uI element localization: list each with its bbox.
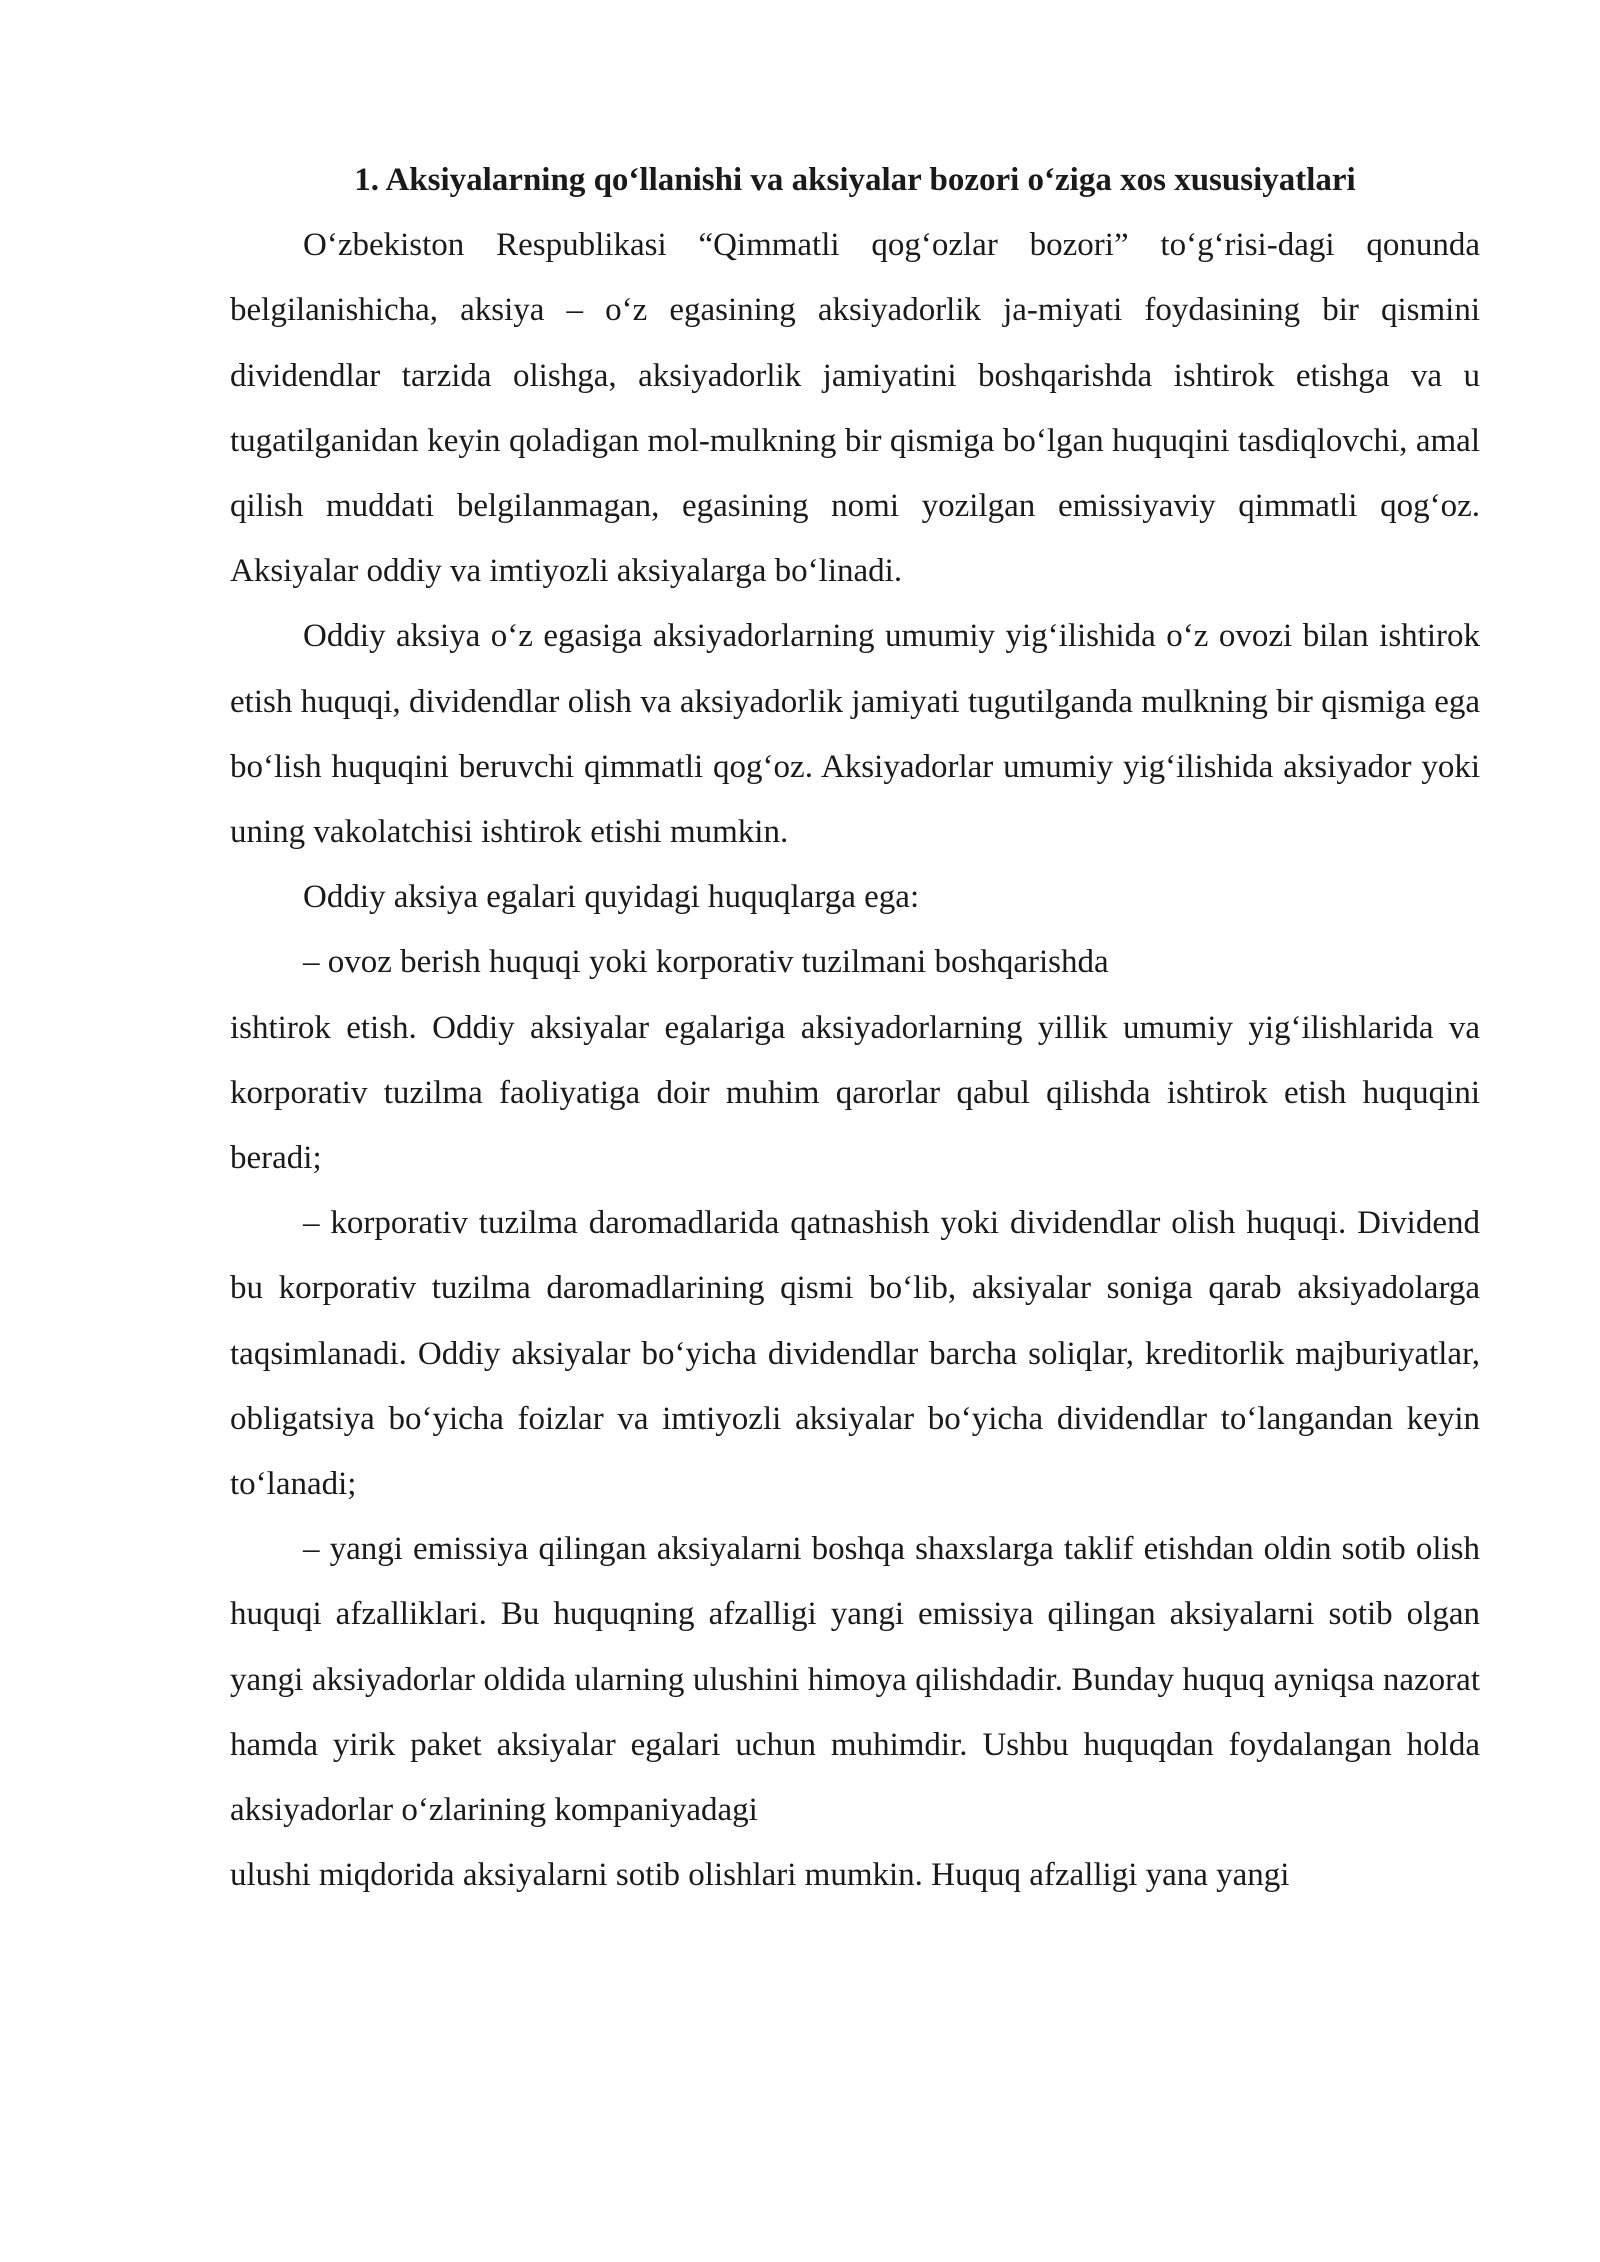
paragraph-ordinary-share: Oddiy aksiya o‘z egasiga aksiyadorlarning umumiy yig‘ilishida o‘z ovozi bilan ishtirok etish huquqi, dividendlar olish va aksiyadorlik jamiyati tugutilganda mulkning bir qismiga ega bo‘lish huquqini beruvchi qimmatli qog‘oz. Aksiyadorlar umumiy yig‘ilishida aksiyador yoki uning vakolatchisi ishtirok etishi mumkin.	[230, 618, 1480, 851]
paragraph-voting-continuation: ishtirok etish. Oddiy aksiyalar egalariga aksiyadorlarning yillik umumiy yig‘ilishlarida va korporativ tuzilma faoliyatiga doir muhim qarorlar qabul qilishda ishtirok etish huquqini beradi;	[230, 1009, 1480, 1177]
paragraph-preemptive-continuation: ulushi miqdorida aksiyalarni sotib olishlari mumkin. Huquq afzalligi yana yangi	[230, 1857, 1290, 1894]
list-item-voting-right: – ovoz berish huquqi yoki korporativ tuzilmani boshqarishda	[303, 944, 1109, 981]
paragraph-definition: O‘zbekiston Respublikasi “Qimmatli qog‘ozlar bozori” to‘g‘risi-dagi qonunda belgilanishicha, aksiya – o‘z egasining aksiyadorlik ja-miyati foydasining bir qismini dividendlar tarzida olishga, aksiyadorlik jamiyatini boshqarishda ishtirok etishga va u tugatilganidan keyin qoladigan mol-mulkning bir qismiga bo‘lgan huquqini tasdiqlovchi, amal qilish muddati belgilanmagan, egasining nomi yozilgan emissiyaviy qimmatli qog‘oz. Aksiyalar oddiy va imtiyozli aksiyalarga bo‘linadi.	[230, 227, 1480, 590]
paragraph-rights-intro: Oddiy aksiya egalari quyidagi huquqlarga ega:	[303, 879, 920, 916]
list-item-preemptive-right: – yangi emissiya qilingan aksiyalarni boshqa shaxslarga taklif etishdan oldin sotib olish huquqi afzalliklari. Bu huquqning afzalligi yangi emissiya qilingan aksiyalarni sotib olgan yangi aksiyadorlar oldida ularning ulushini himoya qilishdadir. Bunday huquq ayniqsa nazorat hamda yirik paket aksiyalar egalari uchun muhimdir. Ushbu huquqdan foydalangan holda aksiyadorlar o‘zlarining kompaniyadagi	[230, 1531, 1480, 1829]
section-title: 1. Aksiyalarning qo‘llanishi va aksiyalar bozori o‘ziga xos xususiyatlari	[354, 162, 1356, 198]
list-item-dividend-right: – korporativ tuzilma daromadlarida qatnashish yoki dividendlar olish huquqi. Dividend bu korporativ tuzilma daromadlarining qismi bo‘lib, aksiyalar soniga qarab aksiyadolarga taqsimlanadi. Oddiy aksiyalar bo‘yicha dividendlar barcha soliqlar, kreditorlik majburiyatlar, obligatsiya bo‘yicha foizlar va imtiyozli aksiyalar bo‘yicha dividendlar to‘langandan keyin to‘lanadi;	[230, 1205, 1480, 1503]
document-page	[230, 148, 1480, 1908]
